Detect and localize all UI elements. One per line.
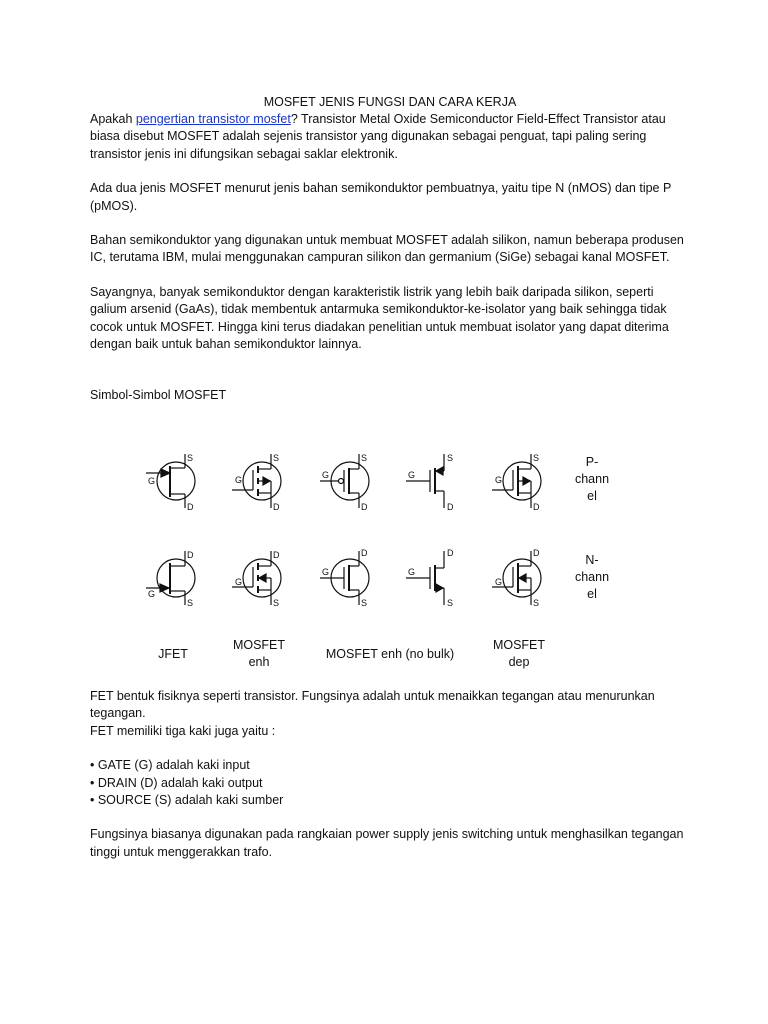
pin-g: G: [235, 577, 243, 587]
document-title: MOSFET JENIS FUNGSI DAN CARA KERJA: [263, 95, 517, 109]
list-item-gate: • GATE (G) adalah kaki input: [90, 758, 250, 773]
pin-g: G: [495, 577, 503, 587]
pin-d: D: [447, 502, 454, 512]
pin-d: D: [447, 548, 454, 558]
pin-s: S: [361, 453, 368, 463]
pin-g: G: [235, 475, 243, 485]
pin-s: S: [361, 598, 368, 608]
pin-s: S: [533, 598, 540, 608]
list-item-source: • SOURCE (S) adalah kaki sumber: [90, 792, 284, 807]
pin-d: D: [533, 548, 540, 558]
label-n-channel: N- chann el: [574, 553, 610, 601]
list-item-drain: • DRAIN (D) adalah kaki output: [90, 775, 263, 790]
symbols-heading: Simbol-Simbol MOSFET: [90, 388, 227, 403]
pin-g: G: [495, 475, 503, 485]
pin-g: G: [408, 470, 416, 480]
paragraph-types: Ada dua jenis MOSFET menurut jenis bahan semikonduktor pembuatnya, yaitu tipe N (nMOS) dan tipe P (pMOS).: [90, 181, 672, 213]
pin-g: G: [148, 589, 156, 599]
pin-s: S: [187, 598, 194, 608]
document-page: [90, 94, 690, 861]
pin-d: D: [273, 550, 280, 560]
paragraph-fet-shape: FET bentuk fisiknya seperti transistor. Fungsinya adalah untuk menaikkan tegangan atau menurunkan tegangan.: [90, 688, 655, 721]
pin-g: G: [408, 567, 416, 577]
pin-d: D: [361, 502, 368, 512]
pin-d: D: [533, 502, 540, 512]
paragraph-gaas: Sayangnya, banyak semikonduktor dengan karakteristik listrik yang lebih baik daripada silikon, seperti galium arsenid (GaAs), tidak membentuk antarmuka semikonduktor-ke-isolator yang baik sehingga tidak cocok untuk MOSFET. Hingga kini terus diadakan penelitian untuk membuat isolator yang dapat diterima dengan baik untuk bahan semikonduktor lainnya.: [90, 284, 669, 352]
paragraph-materials: Bahan semikonduktor yang digunakan untuk membuat MOSFET adalah silikon, namun beberapa produsen IC, terutama IBM, mulai menggunakan campuran silikon dan germanium (SiGe) sebagai kanal MOSFET.: [90, 233, 684, 265]
pin-d: D: [361, 548, 368, 558]
pin-s: S: [273, 598, 280, 608]
pin-s: S: [447, 598, 454, 608]
pin-s: S: [447, 453, 454, 463]
pin-s: S: [533, 453, 540, 463]
pin-s: S: [187, 453, 194, 463]
label-jfet: JFET: [158, 647, 188, 661]
pin-list: [90, 757, 690, 809]
pin-d: D: [187, 502, 194, 512]
label-mosfet-dep: MOSFET dep: [492, 638, 546, 669]
mosfet-definition-link[interactable]: pengertian transistor mosfet: [135, 112, 291, 126]
pin-g: G: [322, 470, 330, 480]
pin-g: G: [148, 476, 156, 486]
paragraph-function: Fungsinya biasanya digunakan pada rangkaian power supply jenis switching untuk menghasilkan tegangan tinggi untuk menggerakkan trafo.: [90, 827, 684, 859]
pin-s: S: [273, 453, 280, 463]
intro-paragraph: [90, 111, 690, 163]
pin-g: G: [322, 567, 330, 577]
label-p-channel: P- chann el: [574, 455, 610, 503]
paragraph-fet-legs: FET memiliki tiga kaki juga yaitu :: [90, 723, 276, 738]
intro-prefix: Apakah: [90, 112, 136, 126]
pin-d: D: [273, 502, 280, 512]
label-mosfet-enh: MOSFET enh: [232, 638, 286, 669]
label-mosfet-enh-nobulk: MOSFET enh (no bulk): [325, 647, 455, 661]
intro-suffix: ? Transistor Metal Oxide Semiconductor Field-Effect Transistor atau biasa disebut MOSFET adalah sejenis transistor yang digunakan sebagai penguat, tapi paling sering transistor jenis ini difungsikan sebagai saklar elektronik.: [90, 112, 666, 161]
pin-d: D: [187, 550, 194, 560]
